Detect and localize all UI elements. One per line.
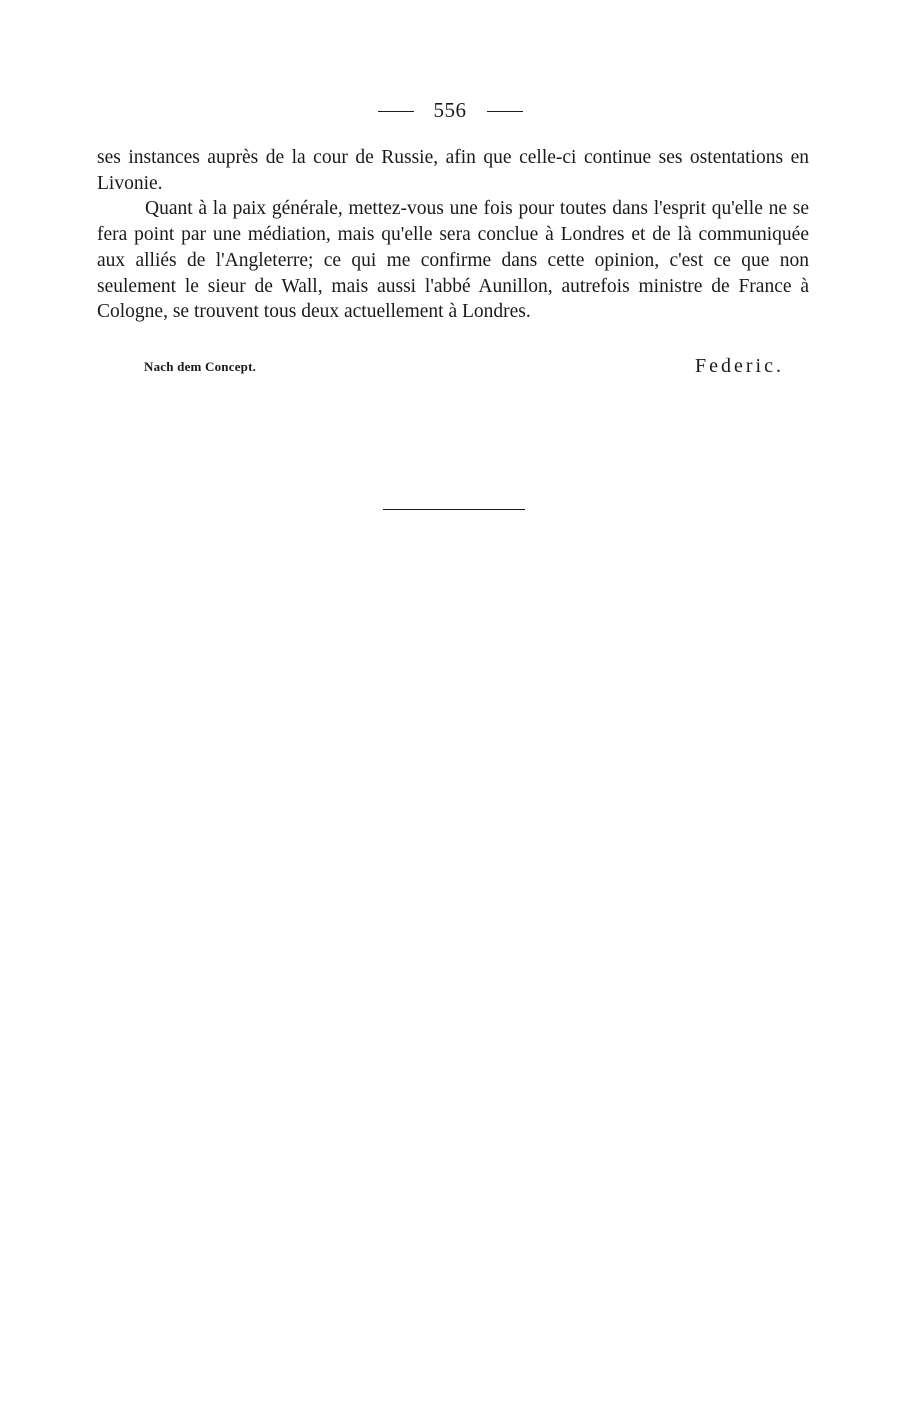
letter-body [97, 145, 809, 325]
signature: Federic. [695, 355, 784, 377]
paragraph-continuation: ses instances auprès de la cour de Russie, afin que celle-ci continue ses ostentations en Livonie. [97, 147, 809, 194]
page-number: 556 [433, 98, 467, 122]
letter-closing [97, 355, 809, 379]
end-rule-divider [383, 509, 525, 510]
page-header [0, 98, 900, 123]
paragraph-paix-generale: Quant à la paix générale, mettez-vous une fois pour toutes dans l'esprit qu'elle ne se fera point par une médiation, mais qu'elle sera conclue à Londres et de là communiquée aux alliés de l'Angleterre; ce qui me confirme dans cette opinion, c'est ce que non seulement le sieur de Wall, mais aussi l'abbé Aunillon, autrefois ministre de France à Cologne, se trouvent tous deux actuellement à Londres. [97, 198, 809, 323]
source-note: Nach dem Concept. [144, 359, 257, 374]
header-dash-left [378, 111, 414, 112]
header-dash-right [487, 111, 523, 112]
